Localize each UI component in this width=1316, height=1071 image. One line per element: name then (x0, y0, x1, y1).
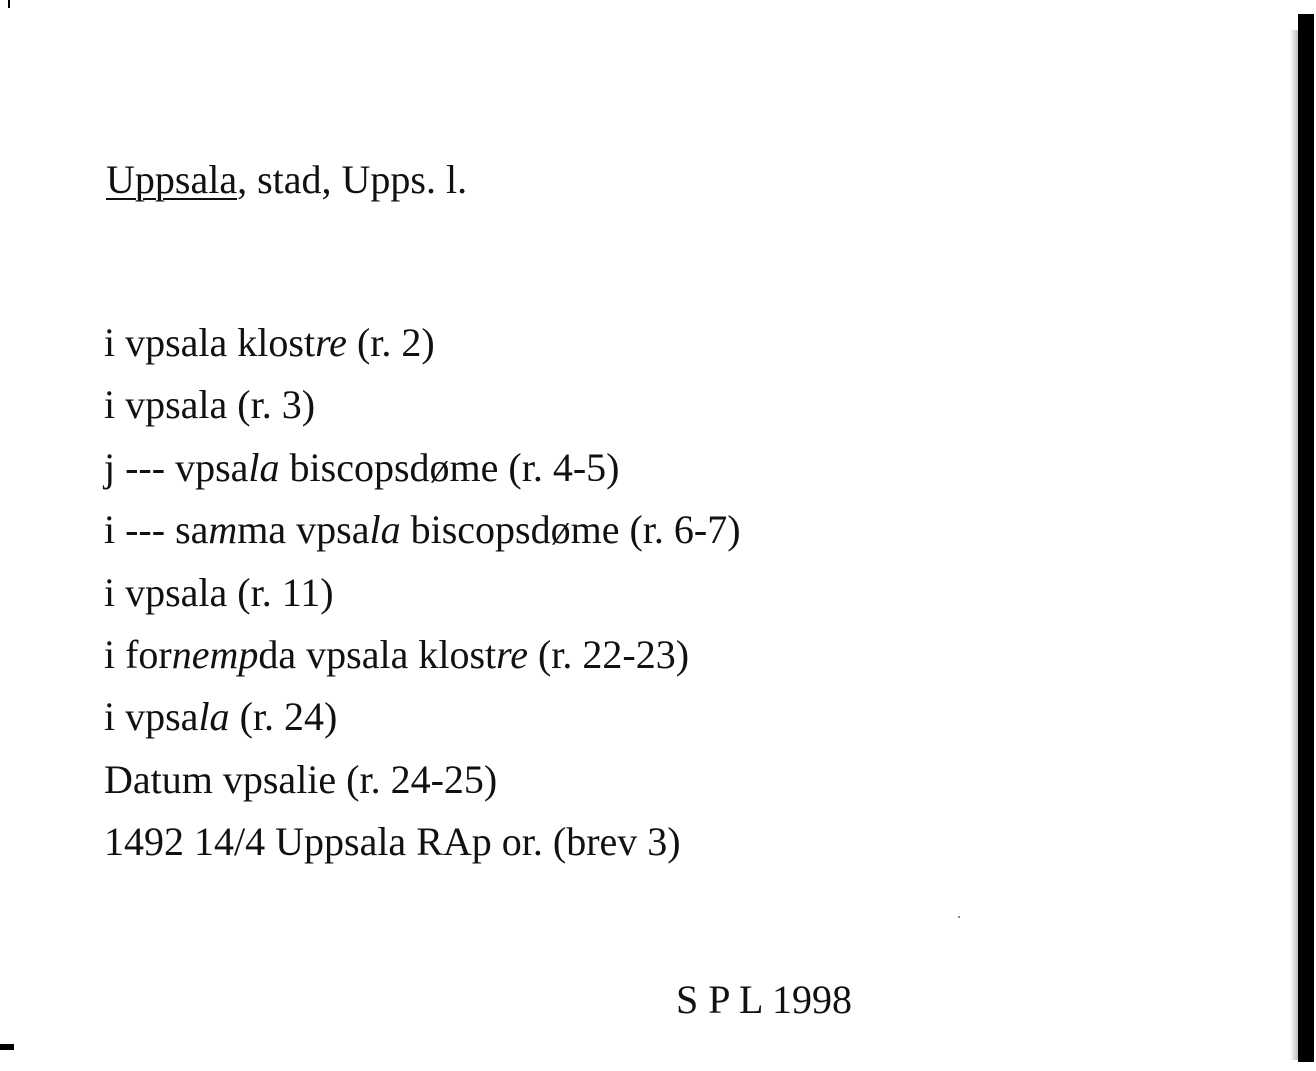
attestation-line (104, 562, 741, 624)
scan-edge-shadow (1290, 30, 1298, 1060)
expanded-abbreviation: re (496, 631, 528, 677)
attestation-text: Datum vpsalie (r. 24-25) (104, 756, 498, 802)
expanded-abbreviation: m (208, 507, 238, 553)
attestation-list (104, 312, 741, 874)
attestation-text: i --- sa (104, 507, 209, 553)
attestation-text: (r. 22-23) (527, 631, 690, 677)
attestation-text: i for (104, 631, 172, 677)
expanded-abbreviation: nemp (171, 631, 259, 677)
attestation-text: biscopsdøme (r. 4-5) (279, 444, 620, 490)
attestation-text: i vpsa (104, 694, 199, 740)
expanded-abbreviation: la (248, 444, 280, 490)
attestation-line (104, 374, 741, 436)
scan-edge-right (1298, 14, 1314, 1062)
card-heading (106, 152, 467, 208)
attestation-text: i vpsala klost (104, 320, 316, 365)
attestation-text: 1492 14/4 Uppsala RAp or. (brev 3) (104, 819, 681, 865)
attestation-text: i vpsala (r. 3) (104, 382, 316, 428)
attestation-text: biscopsdøme (r. 6-7) (400, 507, 741, 553)
attestation-line (104, 811, 741, 873)
attestation-line (104, 624, 741, 686)
expanded-abbreviation: la (369, 507, 401, 553)
expanded-abbreviation: la (198, 694, 230, 740)
attestation-text: (r. 2) (346, 320, 435, 365)
attestation-text: ma vpsa (237, 507, 370, 553)
scan-speck (958, 916, 960, 918)
attestation-text: j --- vpsa (104, 444, 249, 490)
scan-mark-top (8, 0, 10, 8)
attestation-line (104, 686, 741, 748)
attestation-line (104, 437, 741, 499)
attestation-text: da vpsala klost (258, 631, 497, 677)
heading-description: , stad, Upps. l. (237, 157, 468, 202)
signature: S P L 1998 (676, 977, 852, 1022)
attestation-line (104, 312, 741, 374)
attestation-line (104, 749, 741, 811)
heading-place-name: Uppsala (106, 157, 238, 202)
expanded-abbreviation: re (315, 320, 347, 365)
attestation-text: i vpsala (r. 11) (104, 569, 334, 615)
scan-mark-bottom (0, 1044, 14, 1050)
attestation-line (104, 499, 741, 561)
attestation-text: (r. 24) (229, 694, 338, 740)
